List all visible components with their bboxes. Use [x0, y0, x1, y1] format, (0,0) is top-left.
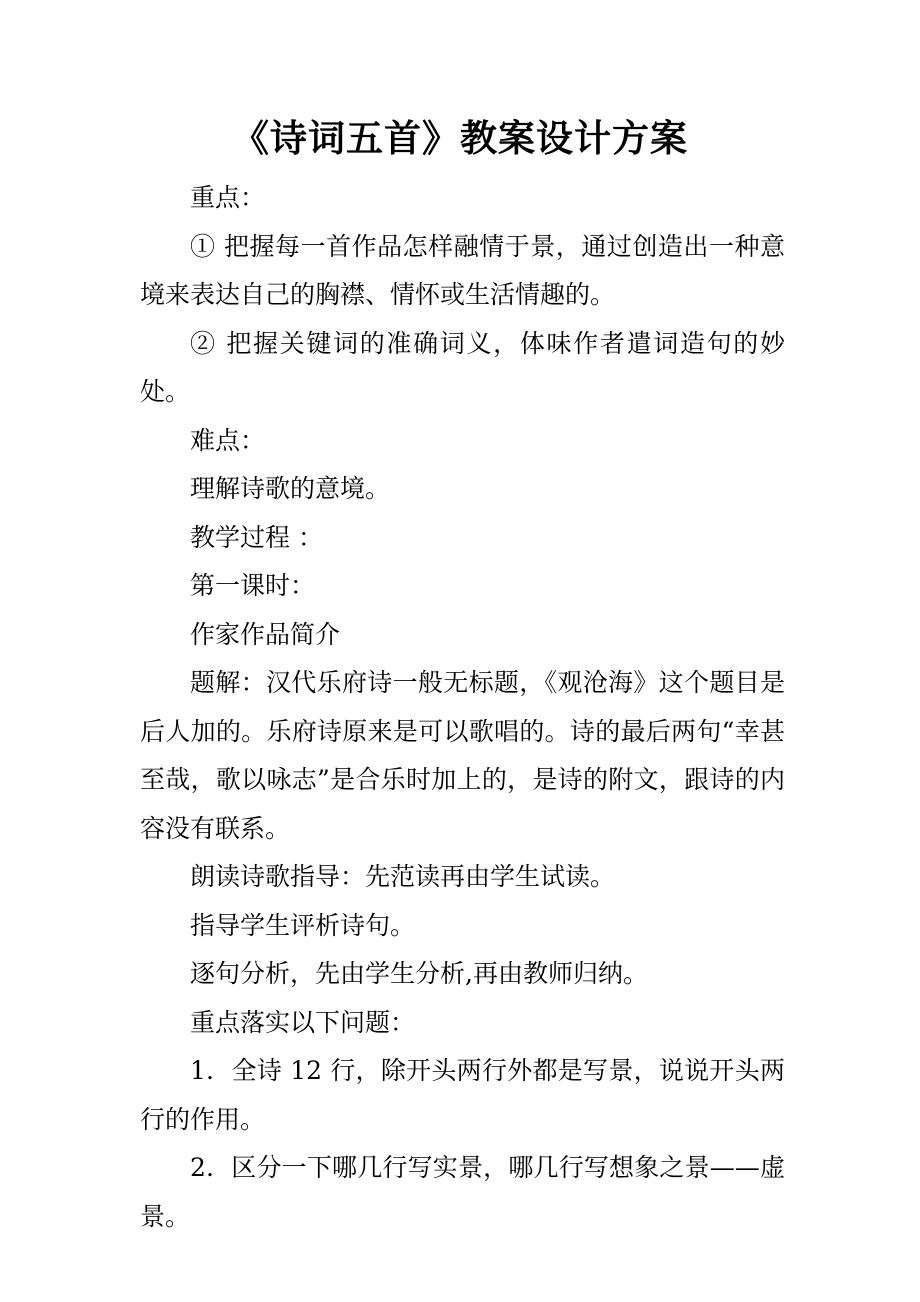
paragraph-questions-heading: 重点落实以下问题：	[190, 1007, 416, 1037]
paragraph-key-points-heading: 重点：	[190, 183, 266, 212]
paragraph-question-2: 2．区分一下哪几行写实景，哪几行写想象之景——虚景。	[140, 1153, 785, 1231]
document-title: 《诗词五首》教案设计方案	[232, 116, 688, 160]
paragraph-difficulty: 理解诗歌的意境。	[190, 474, 391, 503]
paragraph-line-analysis: 逐句分析，先由学生分析,再由教师归纳。	[190, 959, 648, 988]
document-body	[140, 174, 785, 1241]
paragraph-author-intro: 作家作品简介	[190, 619, 341, 649]
paragraph-key-point-2: ② 把握关键词的准确词义，体味作者遣词造句的妙处。	[140, 328, 785, 406]
paragraph-key-point-1: ① 把握每一首作品怎样融情于景，通过创造出一种意境来表达自己的胸襟、情怀或生活情趣的。	[140, 231, 785, 309]
paragraph-teaching-process: 教学过程 ：	[190, 522, 323, 552]
paragraph-analysis-guide: 指导学生评析诗句。	[190, 910, 416, 940]
paragraph-first-lesson: 第一课时：	[190, 571, 316, 600]
paragraph-title-explanation: 题解：汉代乐府诗一般无标题，《观沧海》这个题目是后人加的。乐府诗原来是可以歌唱的。诗的最后两句“幸甚至哉，歌以咏志”是合乐时加上的，是诗的附文，跟诗的内容没有联系。	[140, 668, 785, 843]
paragraph-question-1: 1．全诗 12 行，除开头两行外都是写景，说说开头两行的作用。	[140, 1056, 785, 1134]
paragraph-difficulty-heading: 难点：	[190, 425, 266, 455]
paragraph-reading-guide: 朗读诗歌指导：先范读再由学生试读。	[190, 862, 616, 891]
